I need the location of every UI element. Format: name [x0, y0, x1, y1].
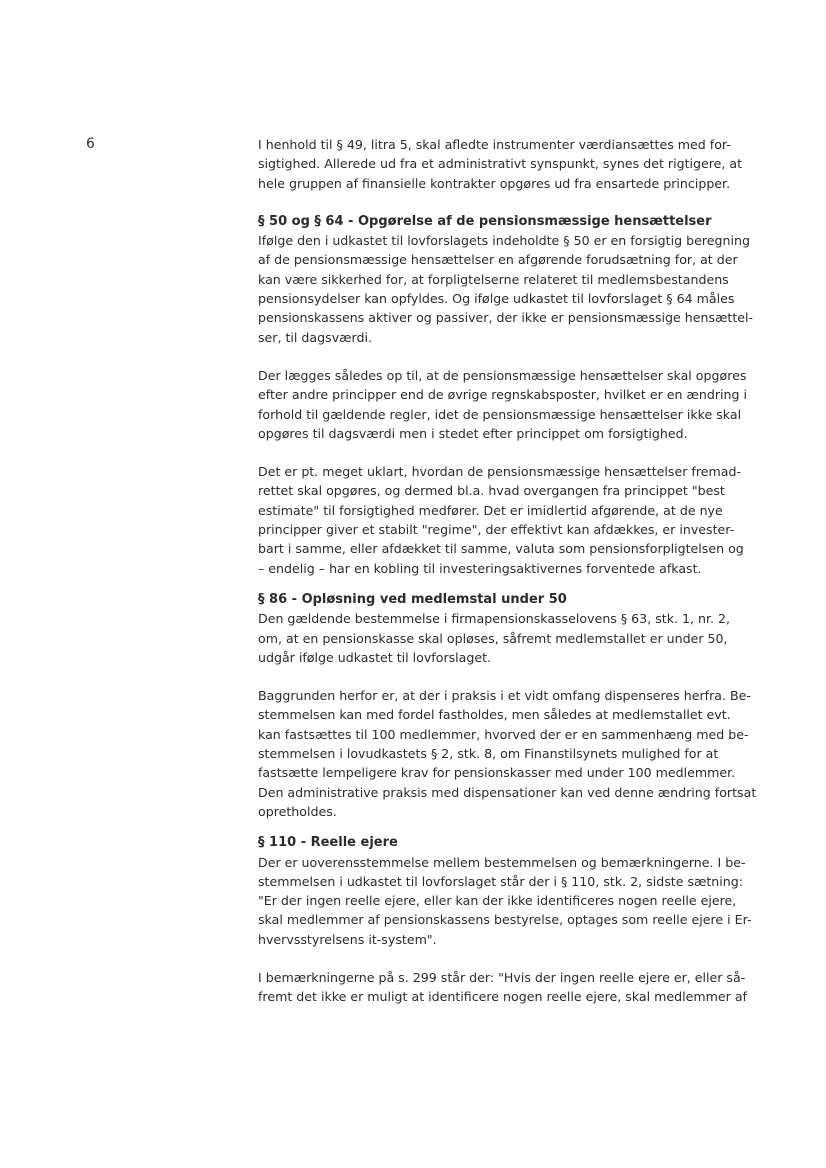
text-line: rettet skal opgøres, og dermed bl.a. hvad overgangen fra princippet "best — [258, 483, 725, 499]
paragraph — [258, 609, 768, 667]
paragraph — [258, 462, 768, 578]
text-line: skal medlemmer af pensionskassens bestyrelse, optages som reelle ejere i Er- — [258, 912, 752, 928]
text-line: Den administrative praksis med dispensationer kan ved denne ændring fortsat — [258, 784, 757, 800]
text-line: om, at en pensionskasse skal opløses, såfremt medlemstallet er under 50, — [258, 630, 728, 646]
text-line: opgøres til dagsværdi men i stedet efter princippet om forsigtighed. — [258, 425, 688, 441]
text-line: kan fastsættes til 100 medlemmer, hvorved der er en sammenhæng med be- — [258, 726, 749, 742]
text-line: estimate" til forsigtighed medfører. Det er imidlertid afgørende, at de nye — [258, 502, 723, 518]
paragraph — [258, 853, 768, 949]
page-number: 6 — [86, 136, 95, 152]
text-line: sigtighed. Allerede ud fra et administrativt synspunkt, synes det rigtigere, at — [258, 156, 743, 172]
text-line: principper giver et stabilt "regime", der effektivt kan afdækkes, er invester- — [258, 522, 735, 538]
text-line: hvervsstyrelsens it-system". — [258, 931, 437, 947]
section-pension-provisions — [258, 212, 768, 578]
text-line: udgår ifølge udkastet til lovforslaget. — [258, 649, 492, 665]
text-line: pensionskassens aktiver og passiver, der ikke er pensionsmæssige hensættel- — [258, 310, 754, 326]
paragraph — [258, 968, 768, 1007]
section-dissolution-membership — [258, 590, 768, 821]
text-line: Det er pt. meget uklart, hvordan de pensionsmæssige hensættelser fremad- — [258, 464, 741, 480]
text-line: I bemærkningerne på s. 299 står der: "Hvis der ingen reelle ejere er, eller så- — [258, 969, 746, 985]
text-line: I henhold til § 49, litra 5, skal afledte instrumenter værdiansættes med for- — [258, 137, 731, 152]
section-heading: § 86 - Opløsning ved medlemstal under 50 — [258, 591, 567, 607]
paragraph — [258, 686, 768, 821]
text-line: ser, til dagsværdi. — [258, 329, 372, 345]
text-line: stemmelsen i lovudkastets § 2, stk. 8, om Finanstilsynets mulighed for at — [258, 746, 719, 762]
paragraph — [258, 231, 768, 347]
text-line: opretholdes. — [258, 803, 337, 819]
text-line: Baggrunden herfor er, at der i praksis i et vidt omfang dispenseres herfra. Be- — [258, 688, 751, 704]
text-line: "Er der ingen reelle ejere, eller kan der ikke identificeres nogen reelle ejere, — [258, 893, 737, 909]
text-line: Der lægges således op til, at de pensionsmæssige hensættelser skal opgøres — [258, 367, 747, 383]
text-line: Den gældende bestemmelse i firmapensionskasselovens § 63, stk. 1, nr. 2, — [258, 611, 731, 627]
section-beneficial-owners — [258, 833, 768, 1006]
text-line: forhold til gældende regler, idet de pensionsmæssige hensættelser ikke skal — [258, 406, 742, 422]
text-line: kan være sikkerhed for, at forpligtelserne relateret til medlemsbestandens — [258, 271, 729, 287]
text-line: bart i samme, eller afdækket til samme, valuta som pensionsforpligtelsen og — [258, 541, 744, 557]
text-line: hele gruppen af finansielle kontrakter opgøres ud fra ensartede principper. — [258, 175, 731, 191]
text-line: stemmelsen kan med fordel fastholdes, men således at medlemstallet evt. — [258, 707, 731, 723]
text-line: fremt det ikke er muligt at identificere nogen reelle ejere, skal medlemmer af — [258, 989, 747, 1005]
text-line: stemmelsen i udkastet til lovforslaget står der i § 110, stk. 2, sidste sætning: — [258, 873, 744, 889]
text-line: Ifølge den i udkastet til lovforslagets indeholdte § 50 er en forsigtig beregning — [258, 233, 750, 249]
section-heading: § 50 og § 64 - Opgørelse af de pensionsmæssige hensættelser — [258, 213, 712, 229]
intro-paragraph — [258, 135, 768, 193]
document-body — [258, 135, 768, 1026]
text-line: efter andre principper end de øvrige regnskabsposter, hvilket er en ændring i — [258, 387, 748, 403]
section-heading: § 110 - Reelle ejere — [258, 835, 398, 851]
text-line: Der er uoverensstemmelse mellem bestemmelsen og bemærkningerne. I be- — [258, 854, 746, 870]
text-line: fastsætte lempeligere krav for pensionskasser med under 100 medlemmer. — [258, 765, 736, 781]
text-line: af de pensionsmæssige hensættelser en afgørende forudsætning for, at der — [258, 252, 738, 268]
text-line: – endelig – har en kobling til investeringsaktivernes forventede afkast. — [258, 560, 702, 576]
paragraph — [258, 366, 768, 443]
text-line: pensionsydelser kan opfyldes. Og ifølge udkastet til lovforslaget § 64 måles — [258, 291, 735, 307]
